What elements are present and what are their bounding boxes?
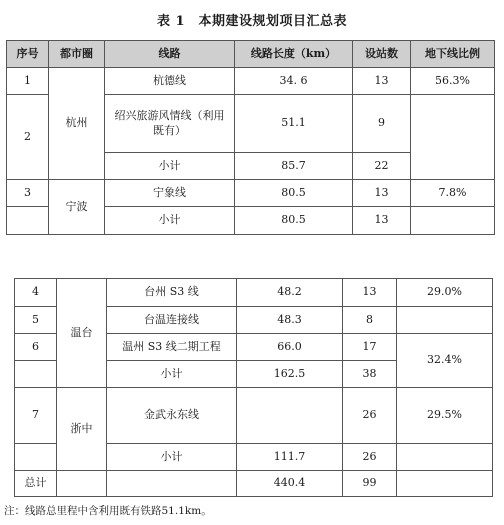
line-length: 80.5 [235,180,353,207]
line-length: 51.1 [235,95,353,153]
row-no: 2 [7,95,49,180]
line-name: 杭德线 [105,68,235,95]
header-stations: 设站数 [353,41,411,68]
row-no [15,444,57,471]
row-no: 3 [7,180,49,207]
underground-ratio [397,444,493,471]
row-no: 5 [15,307,57,334]
underground-ratio: 56.3% [411,68,495,95]
header-line: 线路 [105,41,235,68]
line-length: 48.2 [237,279,343,307]
line-name: 台温连接线 [107,307,237,334]
underground-ratio: 32.4% [397,334,493,388]
line-name: 台州 S3 线 [107,279,237,307]
header-city: 都市圈 [49,41,105,68]
subtotal-label: 小计 [107,444,237,471]
line-length: 34. 6 [235,68,353,95]
line-length: 48.3 [237,307,343,334]
table-title: 表 1 本期建设规划项目汇总表 [156,14,348,29]
city-cell: 温台 [57,279,107,388]
city-cell: 浙中 [57,388,107,471]
line-name: 温州 S3 线二期工程 [107,334,237,361]
subtotal-stations: 38 [343,361,397,388]
city-cell: 杭州 [49,68,105,180]
line-name: 宁象线 [105,180,235,207]
subtotal-label: 小计 [105,207,235,235]
line-name: 绍兴旅游风情线（利用既有） [105,95,235,153]
subtotal-length: 80.5 [235,207,353,235]
line-name: 金武永东线 [107,388,237,444]
underground-ratio [411,207,495,235]
station-count: 13 [353,68,411,95]
footnote: 注：线路总里程中含利用既有铁路51.1km。 [4,505,212,517]
row-no: 7 [15,388,57,444]
table-row [15,279,493,307]
city-cell: 宁波 [49,180,105,235]
station-count: 26 [343,388,397,444]
total-length: 440.4 [237,471,343,497]
row-no: 1 [7,68,49,95]
row-no: 6 [15,334,57,361]
station-count: 17 [343,334,397,361]
row-no: 4 [15,279,57,307]
station-count: 13 [353,180,411,207]
subtotal-label: 小计 [105,153,235,180]
subtotal-stations: 13 [353,207,411,235]
city-cell [57,471,107,497]
row-no [15,361,57,388]
header-row [7,41,495,68]
line-length: 66.0 [237,334,343,361]
subtotal-label: 小计 [107,361,237,388]
station-count: 13 [343,279,397,307]
subtotal-length: 111.7 [237,444,343,471]
subtotal-stations: 26 [343,444,397,471]
line-length [237,388,343,444]
subtotal-length: 85.7 [235,153,353,180]
total-stations: 99 [343,471,397,497]
table-row [15,388,493,444]
header-no: 序号 [7,41,49,68]
underground-ratio: 29.5% [397,388,493,444]
table-row [7,180,495,207]
header-underground: 地下线比例 [411,41,495,68]
line-name [107,471,237,497]
project-summary-table-part2 [14,278,493,497]
subtotal-stations: 22 [353,153,411,180]
total-label: 总计 [15,471,57,497]
project-summary-table-part1 [6,40,495,235]
subtotal-length: 162.5 [237,361,343,388]
underground-ratio [397,471,493,497]
table-row [7,68,495,95]
total-row [15,471,493,497]
station-count: 9 [353,95,411,153]
row-no [7,207,49,235]
underground-ratio [397,307,493,334]
underground-ratio: 7.8% [411,180,495,207]
header-length: 线路长度（km） [235,41,353,68]
underground-ratio [411,95,495,180]
underground-ratio: 29.0% [397,279,493,307]
station-count: 8 [343,307,397,334]
